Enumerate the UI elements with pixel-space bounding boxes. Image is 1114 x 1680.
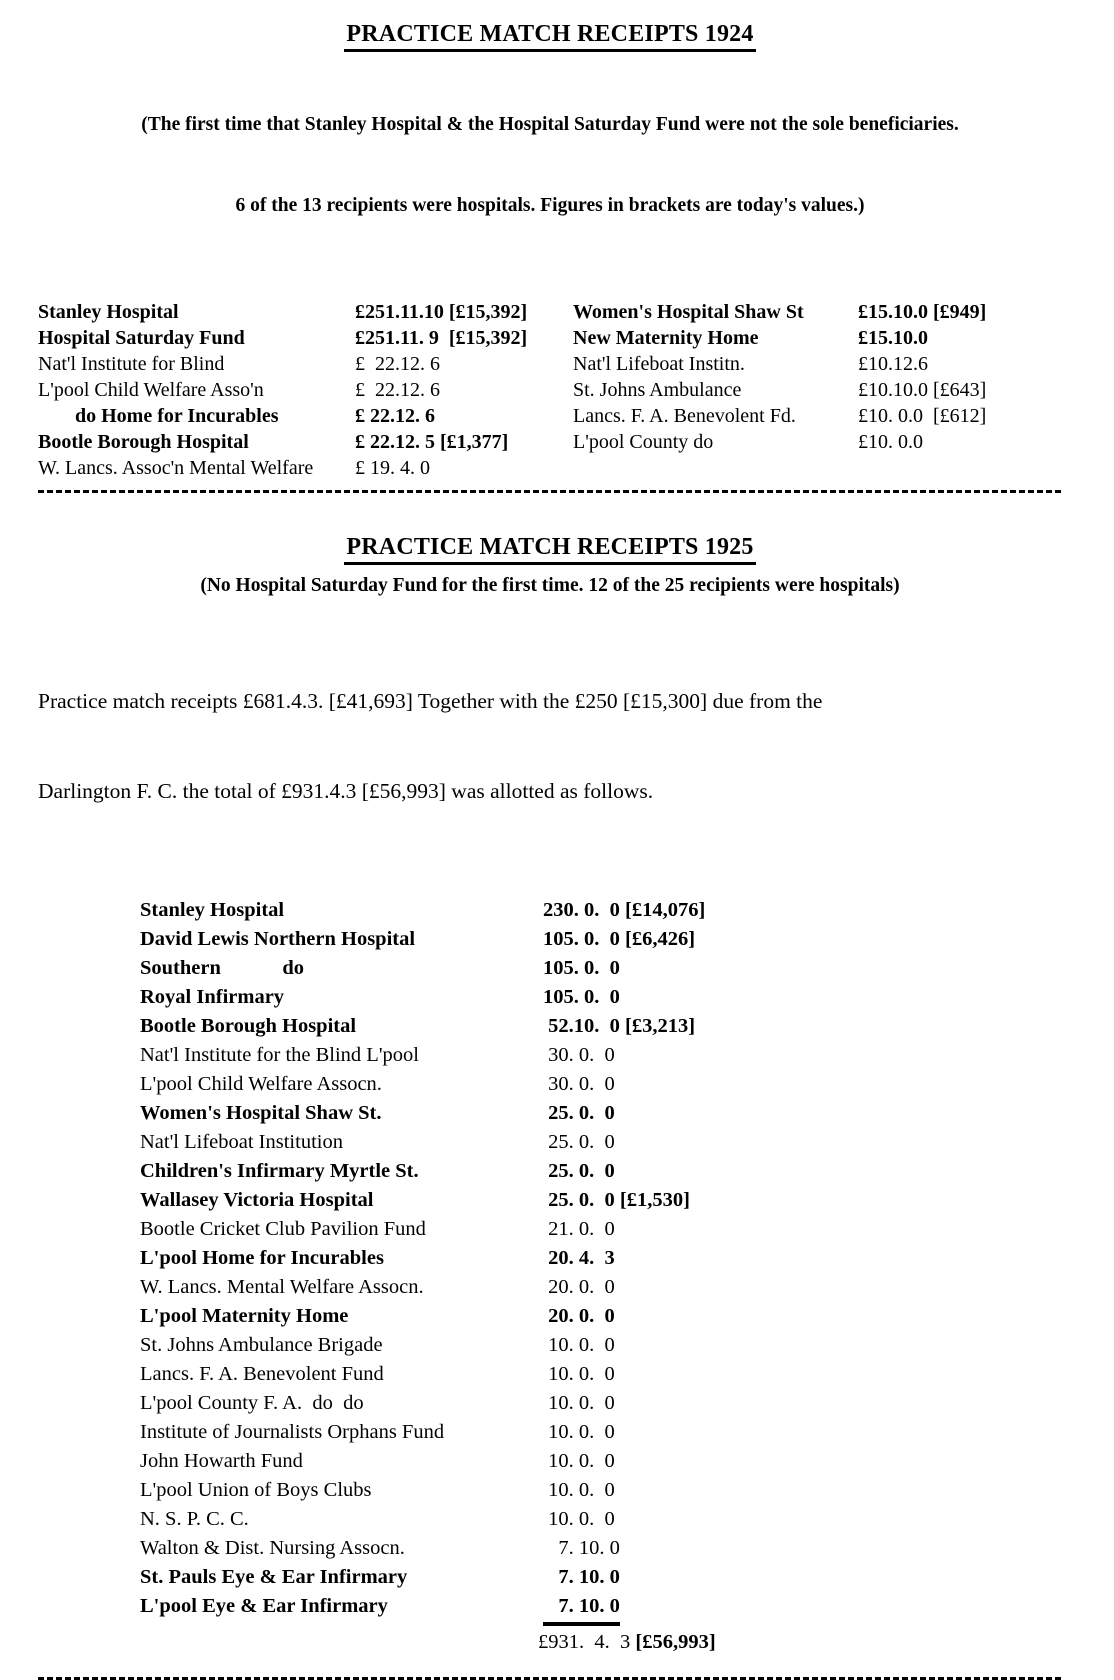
total-row	[38, 1628, 1062, 1657]
intro-paragraph	[38, 626, 1062, 866]
table-row	[140, 1012, 1062, 1041]
table-row	[38, 455, 573, 481]
amount-value: 10. 0. 0	[543, 1421, 615, 1443]
amount-value: 10. 0. 0	[543, 1479, 615, 1501]
amount-value: £10.10.0 [£643]	[858, 379, 987, 401]
amount-value: 105. 0. 0 [£6,426]	[543, 928, 696, 950]
recipient-name: L'pool Maternity Home	[140, 1305, 349, 1327]
amount-value: 20. 0. 0	[543, 1276, 615, 1298]
table-row	[140, 1418, 1062, 1447]
amount-value: 230. 0. 0 [£14,076]	[543, 899, 706, 921]
paragraph-line-2: Darlington F. C. the total of £931.4.3 [£56,993] was allotted as follows.	[38, 779, 654, 803]
recipient-name: John Howarth Fund	[140, 1450, 303, 1472]
amount-value: 105. 0. 0	[543, 957, 620, 979]
recipient-name: L'pool Child Welfare Assocn.	[140, 1073, 382, 1095]
subtitle-line-1: (The first time that Stanley Hospital & the Hospital Saturday Fund were not the sole beneficiaries.	[141, 114, 959, 135]
section-1924	[38, 20, 1062, 481]
recipient-name: W. Lancs. Mental Welfare Assocn.	[140, 1276, 424, 1298]
section-1924-title: PRACTICE MATCH RECEIPTS 1924	[344, 20, 755, 52]
amount-value: 25. 0. 0	[543, 1102, 615, 1124]
amount-value: £10. 0.0	[858, 431, 923, 453]
recipient-name: Women's Hospital Shaw St	[573, 301, 804, 323]
section-1924-title-wrap	[38, 20, 1062, 52]
recipient-name: Wallasey Victoria Hospital	[140, 1189, 374, 1211]
table-row	[140, 1070, 1062, 1099]
table-row	[140, 896, 1062, 925]
recipient-name: L'pool Union of Boys Clubs	[140, 1479, 372, 1501]
recipient-name: Institute of Journalists Orphans Fund	[140, 1421, 445, 1443]
amount-value: 10. 0. 0	[543, 1392, 615, 1414]
table-row	[140, 1215, 1062, 1244]
table-row	[38, 429, 573, 455]
recipient-name: L'pool Child Welfare Asso'n	[38, 379, 264, 401]
amount-value: 105. 0. 0	[543, 986, 620, 1008]
amount-value: 10. 0. 0	[543, 1450, 615, 1472]
section-1925-subtitle: (No Hospital Saturday Fund for the first time. 12 of the 25 recipients were hospitals)	[200, 575, 900, 596]
recipient-name: Nat'l Lifeboat Institution	[140, 1131, 343, 1153]
recipient-name: Nat'l Institute for the Blind L'pool	[140, 1044, 419, 1066]
section-1925	[38, 533, 1062, 1657]
amount-value: £251.11.10 [£15,392]	[355, 301, 528, 323]
table-row	[140, 1273, 1062, 1302]
recipient-name: N. S. P. C. C.	[140, 1508, 249, 1530]
amount-value: 10. 0. 0	[543, 1363, 615, 1385]
table-row	[140, 983, 1062, 1012]
recipient-name: W. Lancs. Assoc'n Mental Welfare	[38, 457, 314, 479]
amount-value: £10.12.6	[858, 353, 928, 375]
amount-value: £ 19. 4. 0	[355, 457, 430, 479]
table-row	[573, 325, 1062, 351]
amount-value: £ 22.12. 5 [£1,377]	[355, 431, 509, 453]
amount-value: £251.11. 9 [£15,392]	[355, 327, 528, 349]
table-row	[573, 403, 1062, 429]
table-row	[140, 1476, 1062, 1505]
table-row	[38, 351, 573, 377]
table-row	[140, 1360, 1062, 1389]
table-row	[140, 1534, 1062, 1563]
recipient-name: Bootle Borough Hospital	[140, 1015, 357, 1037]
table-row	[140, 1505, 1062, 1534]
amount-value: £ 22.12. 6	[355, 353, 440, 375]
receipts-1924-right-column	[573, 299, 1062, 481]
recipient-name: St. Johns Ambulance	[573, 379, 742, 401]
recipient-name: L'pool County do	[573, 431, 714, 453]
subtitle-line-2: 6 of the 13 recipients were hospitals. Figures in brackets are today's values.)	[235, 195, 865, 216]
section-1925-title: PRACTICE MATCH RECEIPTS 1925	[344, 533, 755, 565]
recipient-name: L'pool County F. A. do do	[140, 1392, 364, 1414]
amount-value: 52.10. 0 [£3,213]	[543, 1015, 696, 1037]
table-row	[573, 377, 1062, 403]
table-row	[140, 1331, 1062, 1360]
recipient-name: L'pool Home for Incurables	[140, 1247, 384, 1269]
receipts-1925-table	[38, 896, 1062, 1626]
recipient-name: Lancs. F. A. Benevolent Fd.	[573, 405, 796, 427]
recipient-name: St. Pauls Eye & Ear Infirmary	[140, 1566, 408, 1588]
table-row	[573, 351, 1062, 377]
recipient-name: Royal Infirmary	[140, 986, 285, 1008]
recipient-name: Stanley Hospital	[140, 899, 285, 921]
recipient-name: Nat'l Institute for Blind	[38, 353, 225, 375]
amount-value: £10. 0.0 [£612]	[858, 405, 987, 427]
amount-value: £ 22.12. 6	[355, 379, 440, 401]
table-row	[140, 1157, 1062, 1186]
section-1924-subtitle	[38, 57, 1062, 273]
amount-value: £15.10.0	[858, 327, 928, 349]
amount-value: 20. 4. 3	[543, 1247, 615, 1269]
table-row	[140, 1389, 1062, 1418]
table-row	[140, 1244, 1062, 1273]
recipient-name: Walton & Dist. Nursing Assocn.	[140, 1537, 405, 1559]
recipient-name: David Lewis Northern Hospital	[140, 928, 416, 950]
table-row	[140, 954, 1062, 983]
recipient-name: Southern do	[140, 957, 305, 979]
table-row	[573, 429, 1062, 455]
recipient-name: Bootle Borough Hospital	[38, 431, 249, 453]
amount-value: 10. 0. 0	[543, 1508, 615, 1530]
table-row	[140, 1041, 1062, 1070]
table-row	[573, 299, 1062, 325]
recipient-name: L'pool Eye & Ear Infirmary	[140, 1595, 388, 1617]
section-1925-title-wrap	[38, 533, 1062, 565]
dashed-divider-top	[38, 490, 1062, 493]
recipient-name: St. Johns Ambulance Brigade	[140, 1334, 383, 1356]
table-row	[140, 1186, 1062, 1215]
table-row	[140, 1592, 1062, 1626]
amount-value: 21. 0. 0	[543, 1218, 615, 1240]
table-row	[38, 377, 573, 403]
recipient-name: Bootle Cricket Club Pavilion Fund	[140, 1218, 426, 1240]
amount-value: 7. 10. 0	[543, 1537, 620, 1559]
total-brackets: [£56,993]	[635, 1631, 716, 1653]
amount-value: 20. 0. 0	[543, 1305, 615, 1327]
recipient-name: Nat'l Lifeboat Institn.	[573, 353, 745, 375]
amount-value: 30. 0. 0	[543, 1073, 615, 1095]
amount-value: 7. 10. 0	[543, 1566, 620, 1588]
recipient-name: New Maternity Home	[573, 327, 759, 349]
table-row	[140, 1563, 1062, 1592]
recipient-name: Lancs. F. A. Benevolent Fund	[140, 1363, 384, 1385]
amount-value: 7. 10. 0	[543, 1592, 620, 1626]
table-row	[38, 299, 573, 325]
table-row	[140, 1128, 1062, 1157]
table-row	[140, 1447, 1062, 1476]
recipient-name: Hospital Saturday Fund	[38, 327, 245, 349]
table-row	[38, 325, 573, 351]
amount-value: £ 22.12. 6	[355, 405, 435, 427]
receipts-1924-left-column	[38, 299, 573, 481]
amount-value: 25. 0. 0 [£1,530]	[543, 1189, 690, 1211]
receipts-table-1924	[38, 299, 1062, 481]
paragraph-line-1: Practice match receipts £681.4.3. [£41,693] Together with the £250 [£15,300] due from the	[38, 689, 823, 713]
total-amount: £931. 4. 3	[538, 1631, 636, 1653]
recipient-name: Children's Infirmary Myrtle St.	[140, 1160, 419, 1182]
recipient-name: Stanley Hospital	[38, 301, 179, 323]
table-row	[140, 925, 1062, 954]
amount-value: £15.10.0 [£949]	[858, 301, 987, 323]
amount-value: 25. 0. 0	[543, 1131, 615, 1153]
amount-value: 10. 0. 0	[543, 1334, 615, 1356]
table-row	[140, 1099, 1062, 1128]
recipient-name: Women's Hospital Shaw St.	[140, 1102, 382, 1124]
amount-value: 30. 0. 0	[543, 1044, 615, 1066]
table-row	[38, 403, 573, 429]
table-row	[140, 1302, 1062, 1331]
amount-value: 25. 0. 0	[543, 1160, 615, 1182]
recipient-name: do Home for Incurables	[75, 405, 279, 427]
